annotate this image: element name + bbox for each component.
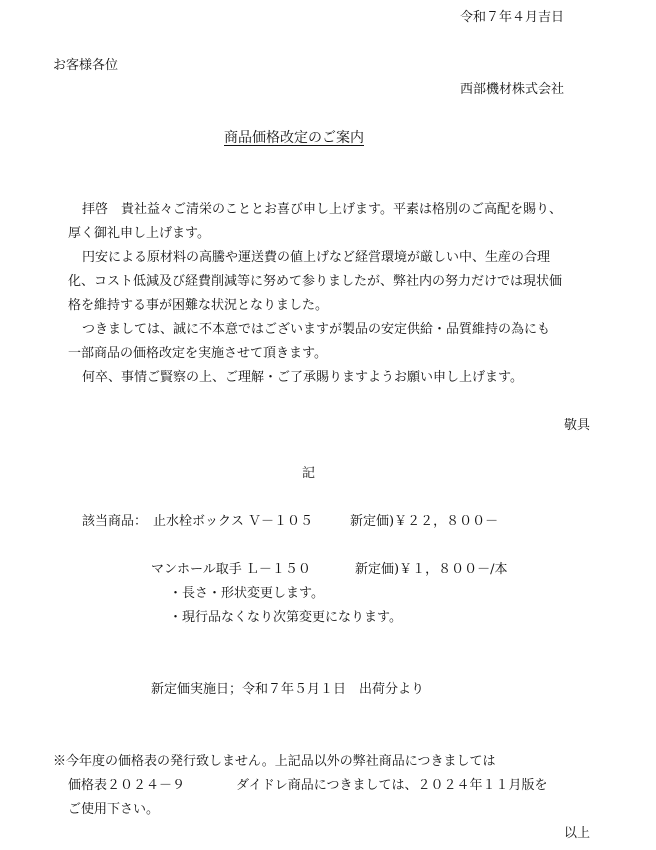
document-date: 令和７年４月吉日 xyxy=(460,10,565,25)
recipient: お客様各位 xyxy=(53,58,119,73)
item-2-note-2: ・現行品なくなり次第変更になります。 xyxy=(169,610,402,625)
reason-line-1: 円安による原材料の高騰や運送費の値上げなど経営環境が厳しい中、生産の合理 xyxy=(82,250,551,265)
end-mark: 以上 xyxy=(564,826,591,841)
greeting-line-1: 拝啓 貴社益々ご清栄のこととお喜び申し上げます。平素は格別のご高配を賜り、 xyxy=(82,202,562,217)
note-line-2a: 価格表２０２４－９ xyxy=(68,778,186,793)
record-heading: 記 xyxy=(302,466,316,481)
greeting-line-2: 厚く御礼申し上げます。 xyxy=(68,226,210,241)
note-line-2b: ダイドレ商品につきましては、２０２４年１１月版を xyxy=(236,778,548,793)
reason-line-2: 化、コスト低減及び経費削減等に努めて参りましたが、弊社内の努力だけでは現状価 xyxy=(68,274,563,289)
note-line-1: ※今年度の価格表の発行致しません。上記品以外の弊社商品につきましては xyxy=(53,754,496,769)
item-1-name: 止水栓ボックス Ｖ－１０５ xyxy=(153,514,314,529)
reason-line-3: 格を維持する事が困難な状況となりました。 xyxy=(68,298,329,313)
request-line: 何卒、事情ご賢察の上、ご理解・ご了承賜りますようお願い申し上げます。 xyxy=(82,370,523,385)
item-2-note-1: ・長さ・形状変更します。 xyxy=(169,586,324,601)
item-2-name: マンホール取手 Ｌ－１５０ xyxy=(151,562,311,577)
document-title: 商品価格改定のご案内 xyxy=(224,130,364,146)
note-line-3: ご使用下さい。 xyxy=(68,802,160,817)
closing-keigu: 敬具 xyxy=(564,418,591,433)
item-2-price: 新定価)￥１，８００－/本 xyxy=(355,562,508,577)
sender-company: 西部機材株式会社 xyxy=(460,82,565,97)
effective-date: 新定価実施日；令和７年５月１日 出荷分より xyxy=(151,682,425,697)
item-1-price: 新定価)￥２２，８００－ xyxy=(350,514,499,529)
notice-line-1: つきましては、誠に不本意ではございますが製品の安定供給・品質維持の為にも xyxy=(82,322,551,337)
notice-line-2: 一部商品の価格改定を実施させて頂きます。 xyxy=(68,346,327,361)
items-label: 該当商品： xyxy=(82,514,148,529)
